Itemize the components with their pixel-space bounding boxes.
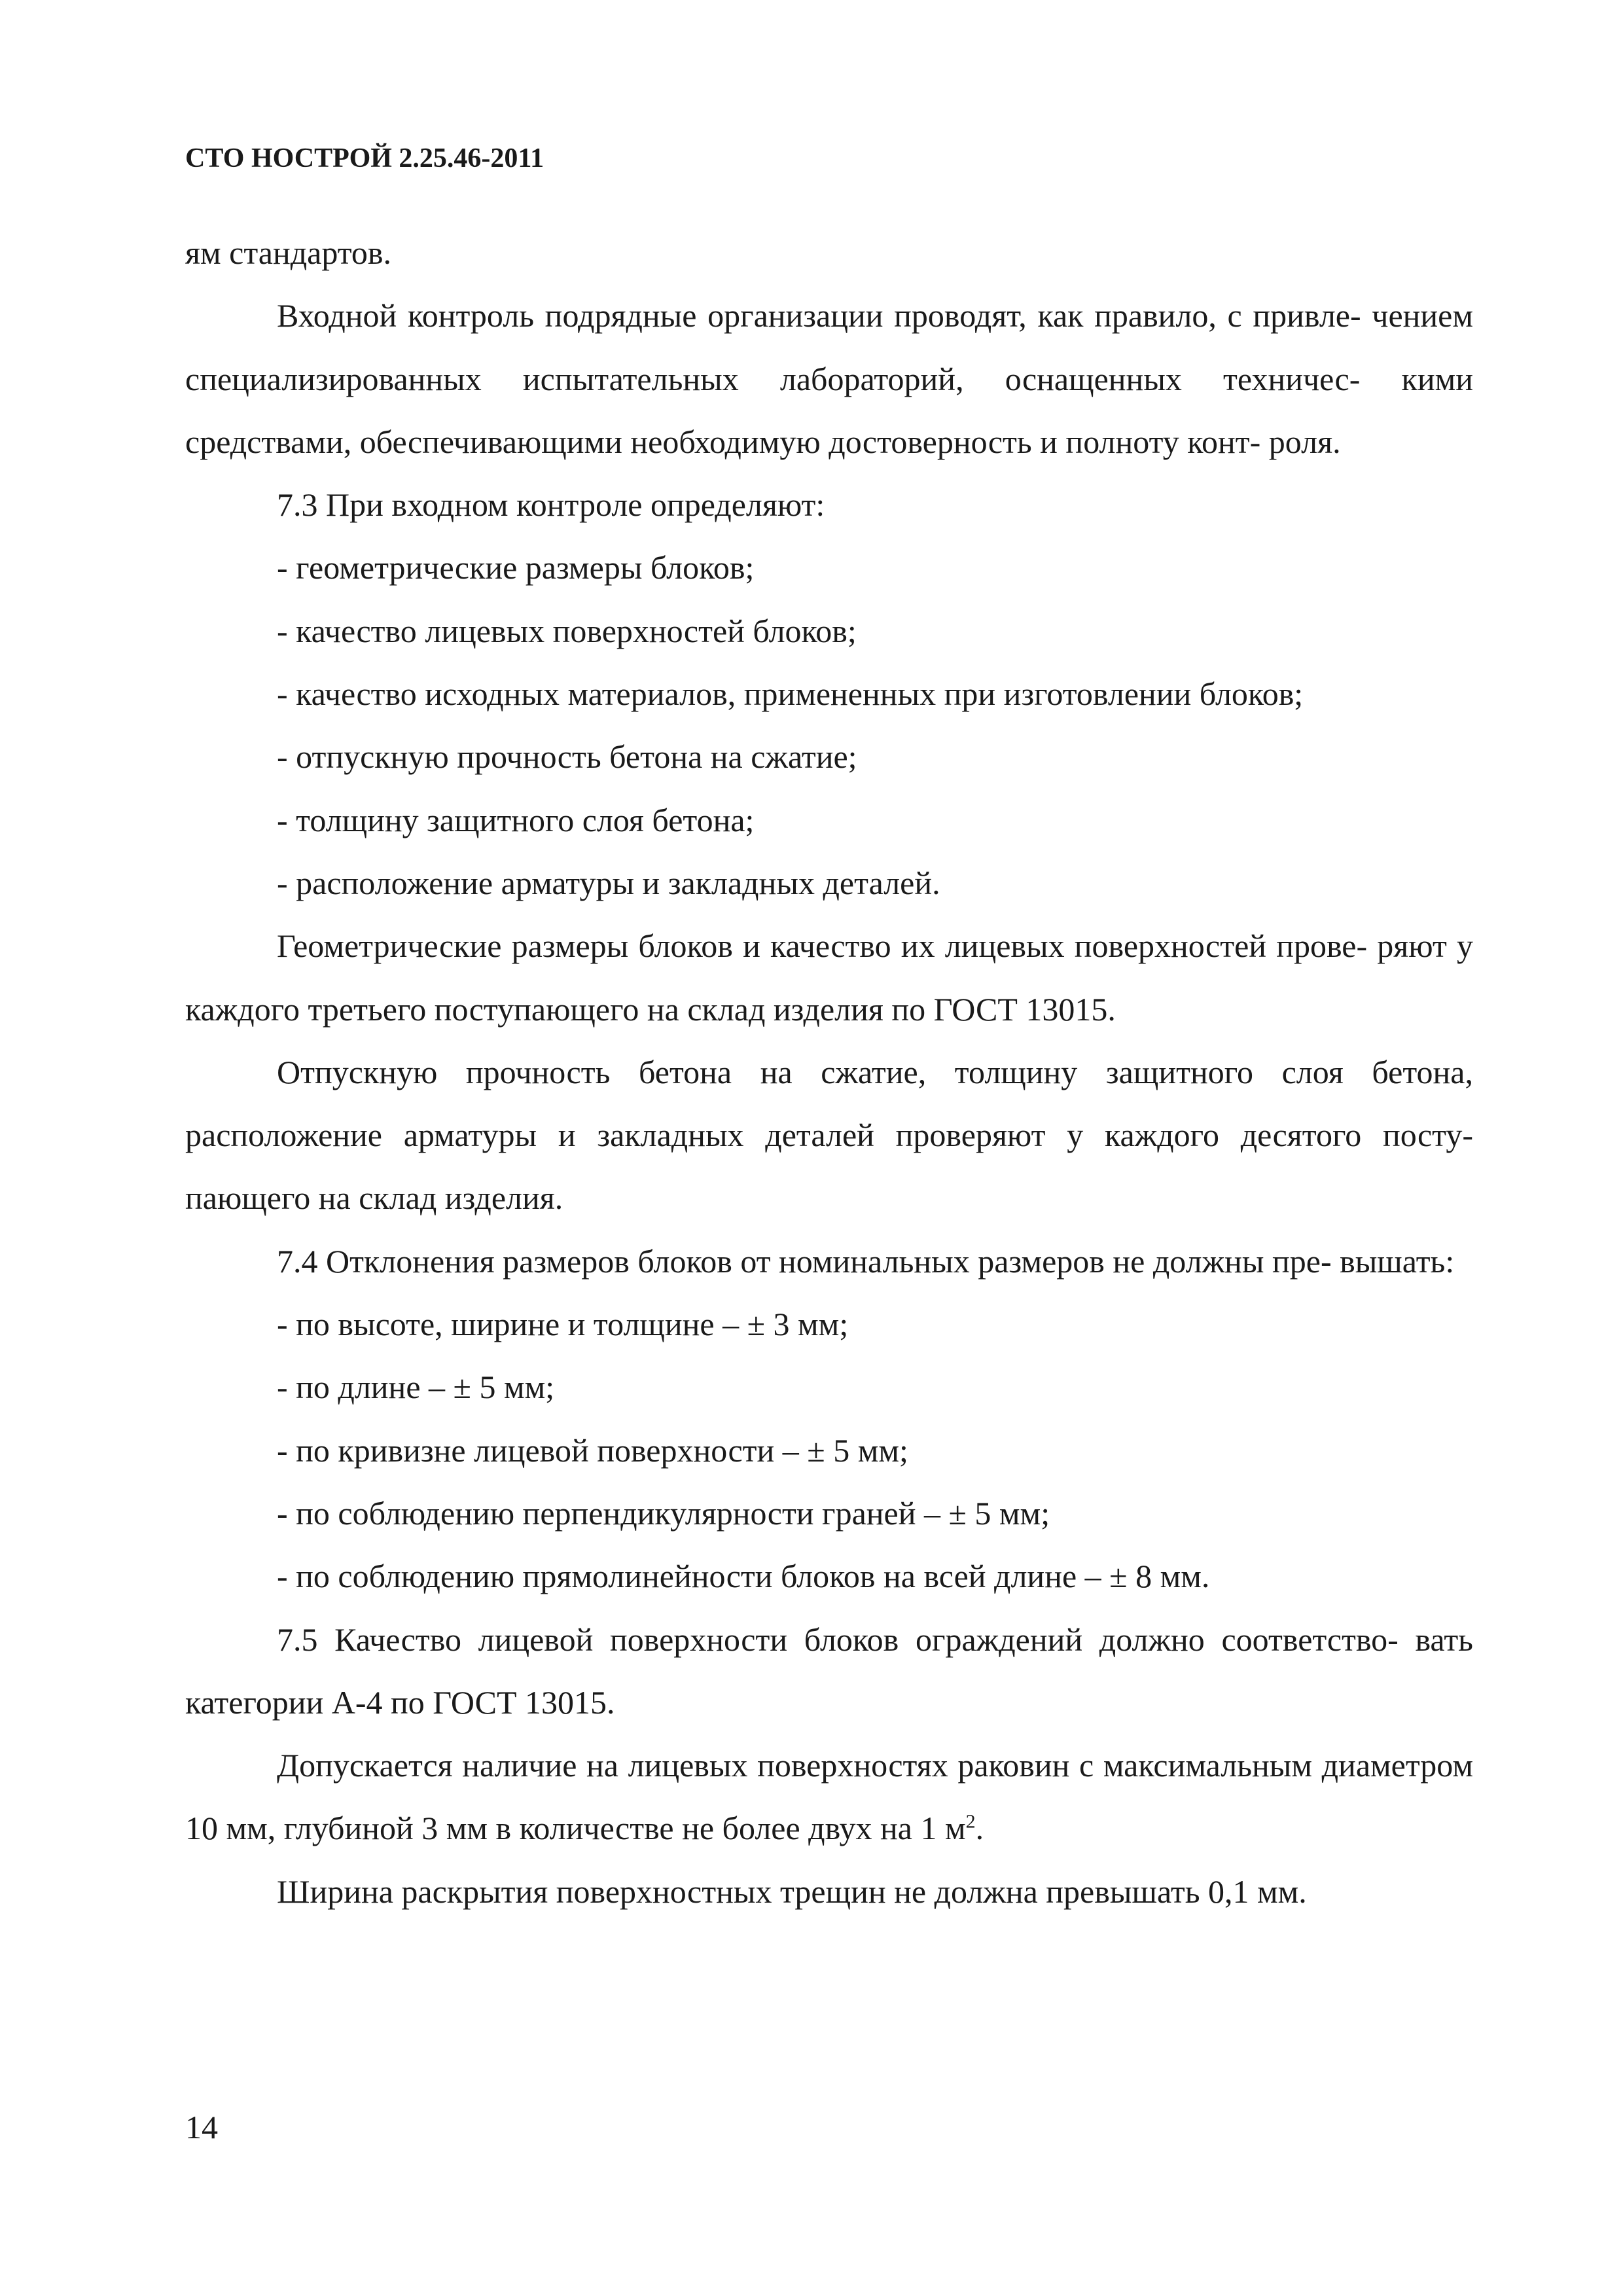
paragraph-7-3: 7.3 При входном контроле определяют: bbox=[277, 486, 825, 524]
list-item: - по соблюдению прямолинейности блоков на всей длине – ± 8 мм. bbox=[277, 1558, 1210, 1595]
list-item: - качество лицевых поверхностей блоков; bbox=[277, 612, 857, 649]
list-item: - качество исходных материалов, примененных при изготовлении блоков; bbox=[277, 675, 1304, 713]
paragraph-cavities bbox=[185, 1734, 1473, 1860]
list-item: - по высоте, ширине и толщине – ± 3 мм; bbox=[277, 1306, 849, 1343]
list-item: - по кривизне лицевой поверхности – ± 5 мм; bbox=[277, 1431, 908, 1469]
list-item: - толщину защитного слоя бетона; bbox=[277, 801, 755, 838]
paragraph-geometry-check: Геометрические размеры блоков и качество их лицевых поверхностей прове- ряют у каждого третьего поступающего на склад изделия по ГОСТ 13015. bbox=[185, 927, 1473, 1028]
paragraph-7-4: 7.4 Отклонения размеров блоков от номинальных размеров не должны пре- вышать: bbox=[277, 1242, 1455, 1280]
page-number: 14 bbox=[185, 2109, 218, 2145]
document-header: СТО НОСТРОЙ 2.25.46-2011 bbox=[185, 143, 544, 173]
paragraph-cavities-end: . bbox=[975, 1810, 984, 1847]
paragraph-cavities-text: Допускается наличие на лицевых поверхностях раковин с максимальным диаметром 10 мм, глубиной 3 мм в количестве не более двух на 1 м bbox=[185, 1747, 1473, 1847]
list-deviations bbox=[185, 1293, 1473, 1607]
list-item: - по соблюдению перпендикулярности граней – ± 5 мм; bbox=[277, 1494, 1050, 1532]
list-item: - отпускную прочность бетона на сжатие; bbox=[277, 738, 857, 776]
list-item: - расположение арматуры и закладных деталей. bbox=[277, 864, 940, 901]
document-body bbox=[185, 221, 1473, 1923]
paragraph-strength-check: Отпускную прочность бетона на сжатие, толщину защитного слоя бетона, расположение арматуры и закладных деталей проверяют у каждого десятого посту- пающего на склад изделия. bbox=[185, 1053, 1473, 1217]
paragraph-cracks: Ширина раскрытия поверхностных трещин не должна превышать 0,1 мм. bbox=[277, 1873, 1307, 1910]
list-incoming-control bbox=[185, 536, 1473, 914]
paragraph-7-5: 7.5 Качество лицевой поверхности блоков ограждений должно соответство- вать категории А-4 по ГОСТ 13015. bbox=[185, 1621, 1473, 1721]
list-item: - геометрические размеры блоков; bbox=[277, 549, 755, 586]
list-item: - по длине – ± 5 мм; bbox=[277, 1369, 555, 1406]
paragraph-incoming-control: Входной контроль подрядные организации проводят, как правило, с привле- чением специализированных испытательных лабораторий, оснащенных техничес- кими средствами, обеспечивающими необходимую достоверность и полноту конт- роля. bbox=[185, 297, 1473, 460]
paragraph-continuation: ям стандартов. bbox=[185, 234, 392, 271]
superscript-two: 2 bbox=[965, 1810, 976, 1833]
